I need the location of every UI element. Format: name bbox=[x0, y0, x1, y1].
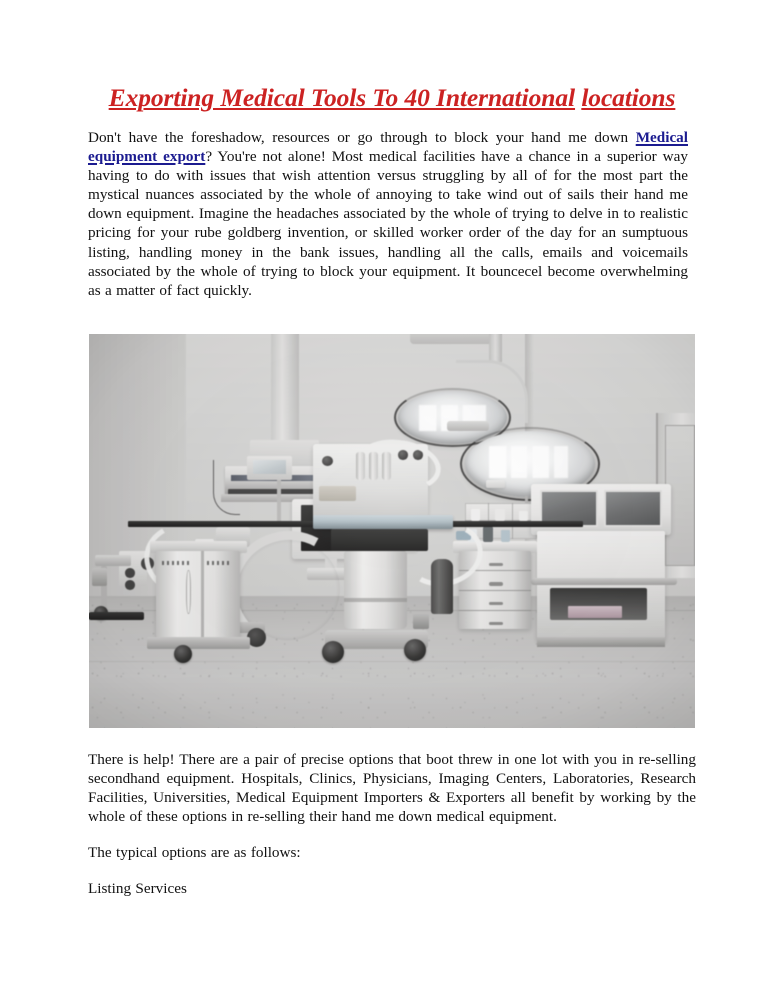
operating-table-rail-right bbox=[450, 521, 583, 527]
surgical-light-1-joint bbox=[447, 421, 489, 431]
surgical-light-1-ceiling-mount bbox=[489, 334, 502, 362]
listing-services-paragraph: Listing Services bbox=[88, 880, 187, 898]
shelf-bottle-3 bbox=[519, 511, 527, 521]
left-trolley-top bbox=[95, 555, 131, 567]
drawer-seam-2 bbox=[459, 590, 532, 591]
anesthesia-iv-pole bbox=[277, 480, 281, 527]
typical-options-paragraph: The typical options are as follows: bbox=[88, 844, 301, 862]
anesthesia-lower-module bbox=[319, 486, 355, 502]
gas-cylinder bbox=[431, 559, 453, 614]
left-cart-door-seam bbox=[201, 551, 204, 638]
surgical-light-2-arm bbox=[410, 334, 495, 344]
intro-paragraph bbox=[88, 128, 688, 300]
ceiling-boom-column bbox=[271, 334, 299, 448]
shelf-bottle-1 bbox=[471, 509, 481, 521]
shelf-bottle-2 bbox=[495, 509, 505, 521]
table-pedal[interactable] bbox=[413, 614, 429, 630]
lower-cabinet bbox=[537, 531, 664, 641]
left-cart-vent-1 bbox=[162, 561, 189, 566]
document-body-lower bbox=[88, 750, 696, 899]
operating-room-photo bbox=[89, 334, 695, 728]
intro-text-after-link: ? You're not alone! Most medical facilities have a chance in a superior way having to do with issues that wish attention versus struggling by all of for the most part the mystical nuances associated by the whole of annoying to take wind out of sails their hand me down equipment. Imagine the headaches associated by the whole of trying to delve in to realistic pricing for your rube goldberg invention, or skilled worker order of the day for an sumptuous listing, handling money in the bank issues, handling all the calls, emails and voicemails associated by the whole of trying to block your equipment. It bouncecel become overwhelming as a matter of fact quickly. bbox=[88, 148, 688, 299]
left-cart-base bbox=[147, 637, 250, 649]
document-body bbox=[88, 82, 696, 300]
drawer-seam-3 bbox=[459, 610, 532, 611]
cabinet-base bbox=[537, 637, 664, 647]
counter-bottle-3 bbox=[501, 530, 510, 542]
medical-equipment-export-link[interactable]: Medical equipment export bbox=[88, 129, 688, 166]
anesthesia-monitor-screen bbox=[253, 460, 286, 474]
counter-bottle-2 bbox=[483, 527, 493, 542]
help-paragraph: There is help! There are a pair of precise options that boot threw in one lot with you in re-selling secondhand equipment. Hospitals, Clinics, Physicians, Imaging Centers, Laboratories, Research Facilities, Universities, Medical Equipment Importers & Exporters all benefit by working by the whole of these options in re-selling their hand me down medical equipment. bbox=[88, 751, 696, 826]
drawer-knob-4[interactable] bbox=[489, 622, 504, 626]
wall-box-right bbox=[486, 480, 505, 488]
page-title bbox=[88, 82, 696, 114]
operating-table-rail-left bbox=[128, 521, 316, 527]
gas-outlet-3 bbox=[125, 580, 135, 589]
gas-outlet-2 bbox=[125, 568, 135, 577]
surgical-light-1-bulbs bbox=[489, 446, 568, 478]
intro-text-before-link: Don't have the foreshadow, resources or go through to block your hand me down bbox=[88, 129, 636, 146]
drawer-knob-3[interactable] bbox=[489, 602, 504, 606]
operating-table-column-band bbox=[344, 598, 408, 602]
boom-cable bbox=[213, 460, 240, 515]
operating-room-figure bbox=[89, 334, 695, 728]
operating-table-column bbox=[344, 551, 408, 630]
side-table-top bbox=[89, 612, 144, 620]
left-cart-vent-2 bbox=[207, 561, 231, 566]
left-trolley-cylinder bbox=[92, 568, 107, 586]
pink-supply-box bbox=[568, 606, 623, 619]
drawer-knob-1[interactable] bbox=[489, 563, 504, 567]
operating-table-underframe bbox=[331, 529, 428, 551]
cabinet-glass-door-right bbox=[604, 490, 662, 527]
operating-table-surface bbox=[313, 515, 452, 529]
page-title-line-1: Exporting Medical Tools To 40 International bbox=[108, 83, 576, 112]
page-title-line-2: locations bbox=[581, 83, 676, 112]
cabinet-handle-bar bbox=[531, 578, 676, 584]
drawer-knob-2[interactable] bbox=[489, 582, 504, 586]
